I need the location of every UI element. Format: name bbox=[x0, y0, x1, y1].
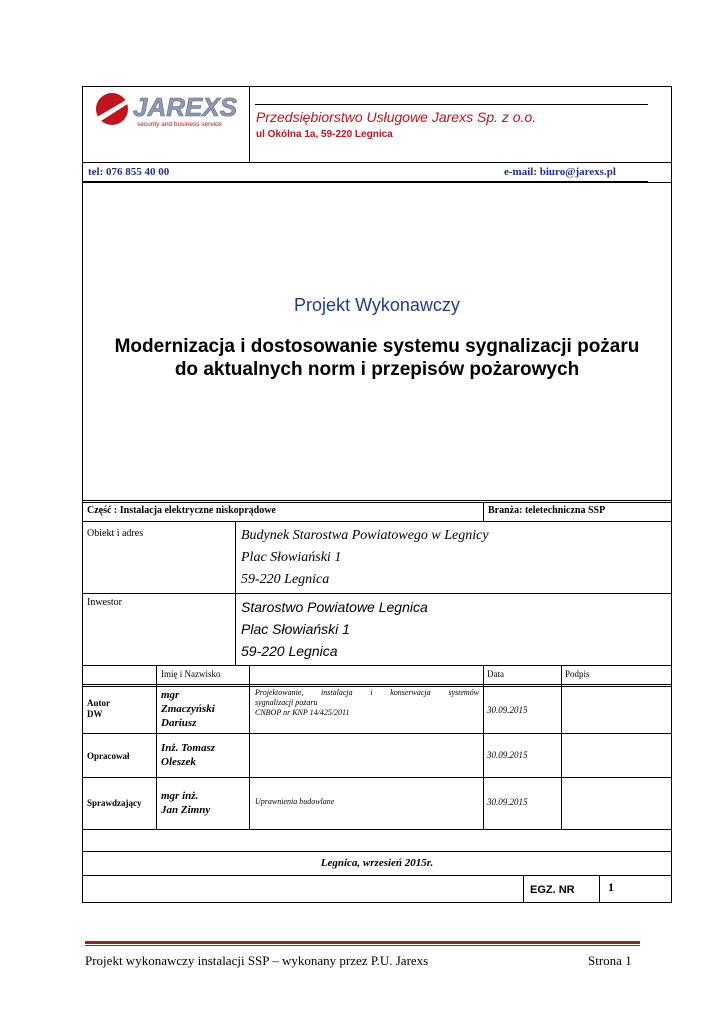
copy-number-label: EGZ. NR bbox=[530, 884, 575, 896]
object-line2: Plac Słowiański 1 bbox=[241, 550, 342, 565]
branch-label: Branża: teletechniczna SSP bbox=[488, 505, 606, 516]
investor-line1: Starostwo Powiatowe Legnica bbox=[241, 599, 428, 615]
jarexs-logo bbox=[93, 91, 248, 129]
investor-line2: Plac Słowiański 1 bbox=[241, 621, 350, 637]
logo-tagline: security and business service bbox=[137, 121, 222, 128]
jarexs-logo-graphic bbox=[93, 91, 248, 129]
author-date: 30.09.2015 bbox=[487, 705, 528, 715]
project-title-line1: Modernizacja i dostosowanie systemu sygnalizacji pożaru bbox=[114, 336, 640, 357]
object-label: Obiekt i adres bbox=[87, 528, 144, 539]
place-and-date: Legnica, wrzesień 2015r. bbox=[320, 857, 434, 869]
project-title bbox=[83, 335, 671, 381]
header-divider bbox=[249, 87, 250, 162]
copy-number-value: 1 bbox=[608, 880, 614, 894]
title-page-frame bbox=[82, 86, 672, 903]
name-column-header: Imię i Nazwisko bbox=[161, 669, 221, 679]
email-address[interactable]: e-mail: biuro@jarexs.pl bbox=[504, 166, 616, 178]
prepared-by-date: 30.09.2015 bbox=[487, 750, 528, 760]
footer-page-number: Strona 1 bbox=[588, 953, 632, 968]
project-type: Projekt Wykonawczy bbox=[294, 295, 460, 315]
investor-line3: 59-220 Legnica bbox=[241, 643, 338, 659]
investor-address bbox=[241, 596, 428, 662]
object-line3: 59-220 Legnica bbox=[241, 572, 330, 587]
role-prepared-by: Opracował bbox=[87, 751, 130, 761]
part-label: Część : Instalacja elektryczne niskoprądowe bbox=[87, 505, 276, 516]
prepared-by-name: Inż. Tomasz Oleszek bbox=[161, 742, 216, 768]
checked-by-qualifications: Uprawnienia budowlane bbox=[255, 797, 335, 806]
role-checked-by: Sprawdzający bbox=[87, 798, 142, 808]
date-column-header: Data bbox=[487, 669, 504, 679]
phone-number: tel: 076 855 40 00 bbox=[88, 166, 170, 178]
checked-by-date: 30.09.2015 bbox=[487, 797, 528, 807]
footer-document-title: Projekt wykonawczy instalacji SSP – wykonany przez P.U. Jarexs bbox=[85, 953, 429, 968]
footer-rule bbox=[85, 941, 640, 944]
author-name: mgr Zmaczyński Dariusz bbox=[161, 689, 215, 729]
svg-text:JAREXS: JAREXS bbox=[133, 92, 238, 122]
signature-column-header: Podpis bbox=[565, 669, 590, 679]
author-qualifications: Projektowanie, instalacja i konserwacja systemów sygnalizacji pożaru CNBOP nr KNP 14/425/2011 bbox=[255, 688, 479, 717]
company-rule bbox=[255, 104, 648, 105]
role-author: Autor DW bbox=[87, 698, 110, 719]
company-address: ul Okólna 1a, 59-220 Legnica bbox=[256, 129, 393, 140]
project-title-line2: do aktualnych norm i przepisów pożarowych bbox=[174, 359, 580, 380]
object-line1: Budynek Starostwa Powiatowego w Legnicy bbox=[241, 528, 489, 543]
company-name: Przedsiębiorstwo Usługowe Jarexs Sp. z o.o. bbox=[256, 109, 537, 125]
checked-by-name: mgr inż. Jan Zimny bbox=[161, 790, 211, 816]
object-address bbox=[241, 525, 489, 591]
investor-label: Inwestor bbox=[87, 597, 122, 608]
